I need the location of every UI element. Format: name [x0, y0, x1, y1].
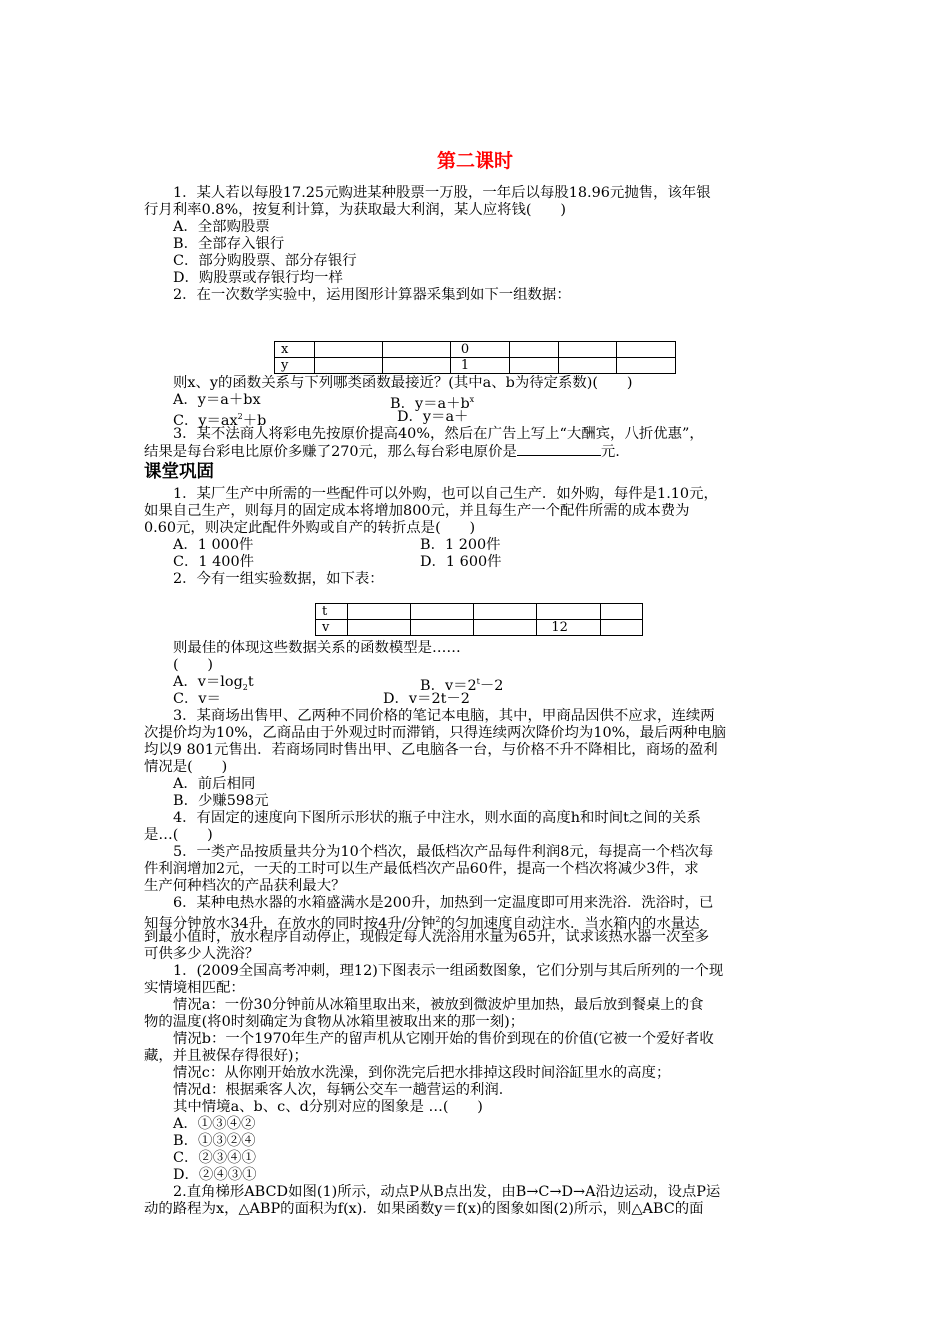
- table-cell: [314, 342, 382, 358]
- e2-line-1: 2.直角梯形ABCD如图(1)所示，动点P从B点出发，由B→C→D→A沿边运动，设点P运: [173, 1184, 721, 1200]
- c1-line-2: 如果自己生产，则每月的固定成本将增加800元，并且每生产一个配件所需的成本费为: [144, 503, 690, 519]
- table-cell: [382, 342, 450, 358]
- e1-case-d: 情况d：根据乘客人次，每辆公交车一趟营运的利润．: [173, 1082, 514, 1098]
- table-row: [275, 358, 676, 374]
- c1-line-1: 1．某厂生产中所需的一些配件可以外购，也可以自己生产．如外购，每件是1.10元，: [173, 486, 718, 502]
- table-cell: v: [316, 620, 348, 636]
- table-cell: [600, 620, 642, 636]
- e1-case-b-1: 情况b：一个1970年生产的留声机从它刚开始的售价到现在的价值(它被一个爱好者收: [173, 1031, 714, 1047]
- e1-option-c: C．②③④①: [173, 1150, 256, 1166]
- c3-option-b: B．少赚598元: [173, 793, 269, 809]
- c6-line-4: 可供多少人洗浴？: [144, 946, 260, 962]
- q1-line-2: 行月利率0.8%，按复利计算，为获取最大利润，某人应将钱( ): [144, 202, 566, 218]
- c5-line-2: 件利润增加2元，一天的工时可以生产最低档次产品60件，提高一个档次将减少3件，求: [144, 861, 699, 877]
- e1-option-b: B．①③②④: [173, 1133, 256, 1149]
- table-cell: [600, 604, 642, 620]
- page-title: 第二课时: [436, 150, 513, 172]
- table-cell: [617, 358, 676, 374]
- e1-case-c: 情况c：从你刚开始放水洗澡，到你洗完后把水排掉这段时间浴缸里水的高度；: [173, 1065, 671, 1081]
- c3-line-2: 次提价均为10%，乙商品由于外观过时而滞销，只得连续两次降价均为10%，最后两种电脑: [144, 725, 727, 741]
- c2-option-d: D．v＝2t－2: [383, 691, 470, 707]
- e1-question: 其中情境a、b、c、d分别对应的图象是 …( ): [173, 1099, 483, 1115]
- table-cell: y: [275, 358, 315, 374]
- e1-line-1: 1．(2009全国高考冲刺，理12)下图表示一组函数图象，它们分别与其后所列的一个现: [173, 963, 724, 979]
- c1-option-c: C．1 400件: [173, 554, 254, 570]
- c2-line-1: 2．今有一组实验数据，如下表：: [173, 571, 384, 587]
- table-cell: [509, 342, 558, 358]
- q2-option-b: B．$y=a+b^x$: [390, 395, 475, 412]
- q2-option-d: D．y＝a＋: [397, 409, 469, 425]
- c1-option-a: A．1 000件: [173, 537, 254, 553]
- c6-line-1: 6．某种电热水器的水箱盛满水是200升，加热到一定温度即可用来洗浴．洗浴时，已: [173, 895, 714, 911]
- c2-option-a: A．$v=\log_2t$: [173, 674, 254, 692]
- table-row: [275, 342, 676, 358]
- c4-line-2: 是…( ): [144, 827, 213, 843]
- table-cell: [348, 620, 411, 636]
- table-cell: [537, 604, 600, 620]
- table-cell: 12: [537, 620, 600, 636]
- q2-line-2: 则x、y的函数关系与下列哪类函数最接近？(其中a、b为待定系数)( ): [173, 375, 633, 391]
- e1-line-2: 实情境相匹配：: [144, 980, 245, 996]
- q1-line-1: 1．某人若以每股17.25元购进某种股票一万股，一年后以每股18.96元抛售，该年银: [173, 185, 711, 201]
- table-cell: 0: [450, 342, 509, 358]
- table-row: [316, 620, 643, 636]
- c4-line-1: 4．有固定的速度向下图所示形状的瓶子中注水，则水面的高度h和时间t之间的关系: [173, 810, 701, 826]
- q3-line-2: 结果是每台彩电比原价多赚了270元，那么每台彩电原价是 元.: [144, 444, 620, 460]
- e1-case-a-1: 情况a：一份30分钟前从冰箱里取出来，被放到微波炉里加热，最后放到餐桌上的食: [173, 997, 704, 1013]
- c1-option-b: B．1 200件: [420, 537, 501, 553]
- data-table-2: [315, 603, 643, 636]
- q2-line-1: 2．在一次数学实验中，运用图形计算器采集到如下一组数据：: [173, 287, 571, 303]
- c3-line-1: 3．某商场出售甲、乙两种不同价格的笔记本电脑，其中，甲商品因供不应求，连续两: [173, 708, 715, 724]
- e1-case-b-2: 藏，并且被保存得很好)；: [144, 1048, 308, 1064]
- c2-option-c: C．v＝: [173, 691, 221, 707]
- table-cell: t: [316, 604, 348, 620]
- section-heading: 课堂巩固: [144, 462, 214, 482]
- e1-case-a-2: 物的温度(将0时刻确定为食物从冰箱里被取出来的那一刻)；: [144, 1014, 525, 1030]
- table-cell: [474, 604, 537, 620]
- q1-option-d: D．购股票或存银行均一样: [173, 270, 343, 286]
- q1-option-a: A．全部购股票: [173, 219, 270, 235]
- c6-line-2: 知每分钟放水34升，在放水的同时按4升/分钟$^2$的匀加速度自动注水．当水箱内的水量达: [144, 915, 700, 932]
- table-cell: [411, 620, 474, 636]
- table-cell: x: [275, 342, 315, 358]
- c2-line-3: ( ): [173, 657, 214, 673]
- answer-blank: [517, 443, 601, 456]
- table-cell: 1: [450, 358, 509, 374]
- table-cell: [474, 620, 537, 636]
- c3-line-4: 情况是( ): [144, 759, 228, 775]
- table-cell: [314, 358, 382, 374]
- q2-option-c: C．$y=ax^2+b$: [173, 412, 267, 429]
- c1-line-3: 0.60元，则决定此配件外购或自产的转折点是( ): [144, 520, 476, 536]
- table-cell: [382, 358, 450, 374]
- c3-line-3: 均以9 801元售出．若商场同时售出甲、乙电脑各一台，与价格不升不降相比，商场的盈利: [144, 742, 718, 758]
- table-cell: [348, 604, 411, 620]
- table-cell: [411, 604, 474, 620]
- e1-option-d: D．②④③①: [173, 1167, 257, 1183]
- q1-option-b: B．全部存入银行: [173, 236, 285, 252]
- c5-line-3: 生产何种档次的产品获利最大？: [144, 878, 346, 894]
- c1-option-d: D．1 600件: [420, 554, 502, 570]
- c2-option-b: B．$v=2^t-2$: [420, 677, 504, 694]
- table-row: [316, 604, 643, 620]
- q3-line-1: 3．某不法商人将彩电先按原价提高40%，然后在广告上写上“大酬宾，八折优惠”，: [173, 426, 704, 442]
- q2-option-a: A．y＝a＋bx: [173, 392, 261, 408]
- c3-option-a: A．前后相同: [173, 776, 256, 792]
- e1-option-a: A．①③④②: [173, 1116, 256, 1132]
- e2-line-2: 动的路程为x，△ABP的面积为f(x)．如果函数y＝f(x)的图象如图(2)所示，则△ABC的面: [144, 1201, 704, 1217]
- c6-line-3: 到最小值时，放水程序自动停止，现假定每人洗浴用水量为65升，试求该热水器一次至多: [144, 929, 710, 945]
- table-cell: [558, 358, 617, 374]
- table-cell: [617, 342, 676, 358]
- table-cell: [558, 342, 617, 358]
- table-cell: [509, 358, 558, 374]
- q1-option-c: C．部分购股票、部分存银行: [173, 253, 357, 269]
- c5-line-1: 5．一类产品按质量共分为10个档次，最低档次产品每件利润8元，每提高一个档次每: [173, 844, 714, 860]
- c2-line-2: 则最佳的体现这些数据关系的函数模型是……: [173, 640, 461, 656]
- data-table-1: [274, 341, 676, 374]
